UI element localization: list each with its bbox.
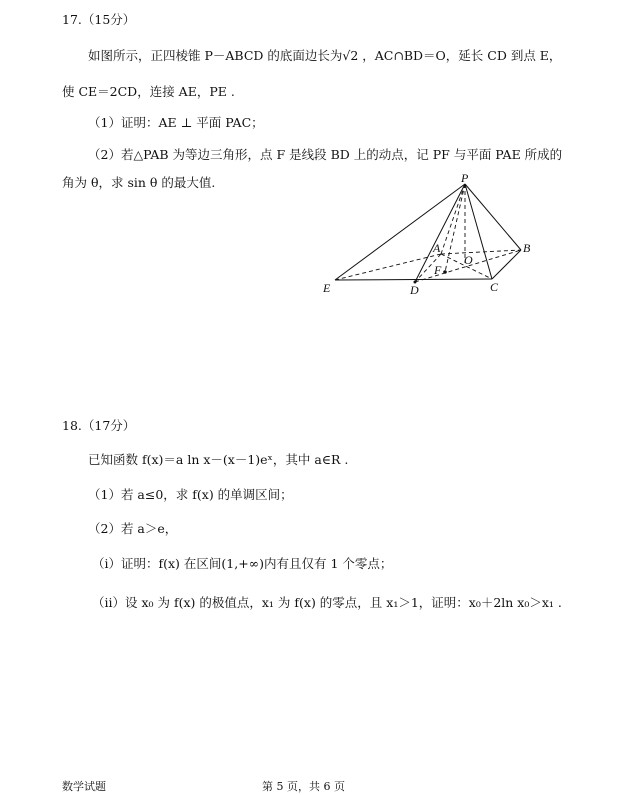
edge-PA bbox=[441, 184, 465, 254]
q17-part2-line1: （2）若△PAB 为等边三角形，点 F 是线段 BD 上的动点，记 PF 与平面 PAE 所成的 bbox=[88, 147, 563, 162]
q18-header: 18.（17分） bbox=[62, 418, 136, 433]
q18-part1: （1）若 a≤0，求 f(x) 的单调区间； bbox=[88, 487, 293, 502]
label-A: A bbox=[433, 241, 441, 255]
edge-CB bbox=[492, 250, 521, 279]
edge-PB bbox=[465, 184, 521, 250]
label-E: E bbox=[323, 281, 331, 295]
q17-part1: （1）证明：AE ⊥ 平面 PAC； bbox=[88, 115, 264, 130]
q17-stem-line2: 使 CE＝2CD，连接 AE，PE . bbox=[62, 84, 235, 99]
label-B: B bbox=[523, 241, 531, 255]
edge-EC bbox=[335, 279, 492, 280]
point-F bbox=[443, 270, 447, 274]
pyramid-figure bbox=[315, 170, 565, 300]
q17-part2-line2: 角为 θ，求 sin θ 的最大值. bbox=[62, 175, 216, 190]
q18-part2i: （i）证明：f(x) 在区间(1,+∞)内有且仅有 1 个零点； bbox=[92, 556, 393, 571]
q18-stem: 已知函数 f(x)＝a ln x－(x－1)eˣ，其中 a∈R . bbox=[88, 452, 349, 467]
footer-page-number: 第 5 页，共 6 页 bbox=[262, 780, 345, 793]
label-C: C bbox=[490, 280, 499, 294]
q17-header: 17.（15分） bbox=[62, 12, 136, 27]
label-F: F bbox=[434, 263, 442, 277]
q18-part2ii: （ii）设 x₀ 为 f(x) 的极值点，x₁ 为 f(x) 的零点，且 x₁＞1，证明：x₀＋2ln x₀＞x₁ . bbox=[92, 595, 562, 610]
edge-EA bbox=[335, 254, 441, 280]
edge-PE bbox=[335, 184, 465, 280]
label-D: D bbox=[410, 283, 419, 297]
q18-part2: （2）若 a＞e， bbox=[88, 521, 178, 536]
edge-PF bbox=[445, 184, 465, 272]
label-P: P bbox=[461, 171, 469, 185]
q17-stem-line1: 如图所示，正四棱锥 P－ABCD 的底面边长为√2 ，AC∩BD＝O，延长 CD 到点 E， bbox=[88, 48, 562, 63]
label-O: O bbox=[464, 253, 473, 267]
footer-subject: 数学试题 bbox=[62, 780, 106, 793]
